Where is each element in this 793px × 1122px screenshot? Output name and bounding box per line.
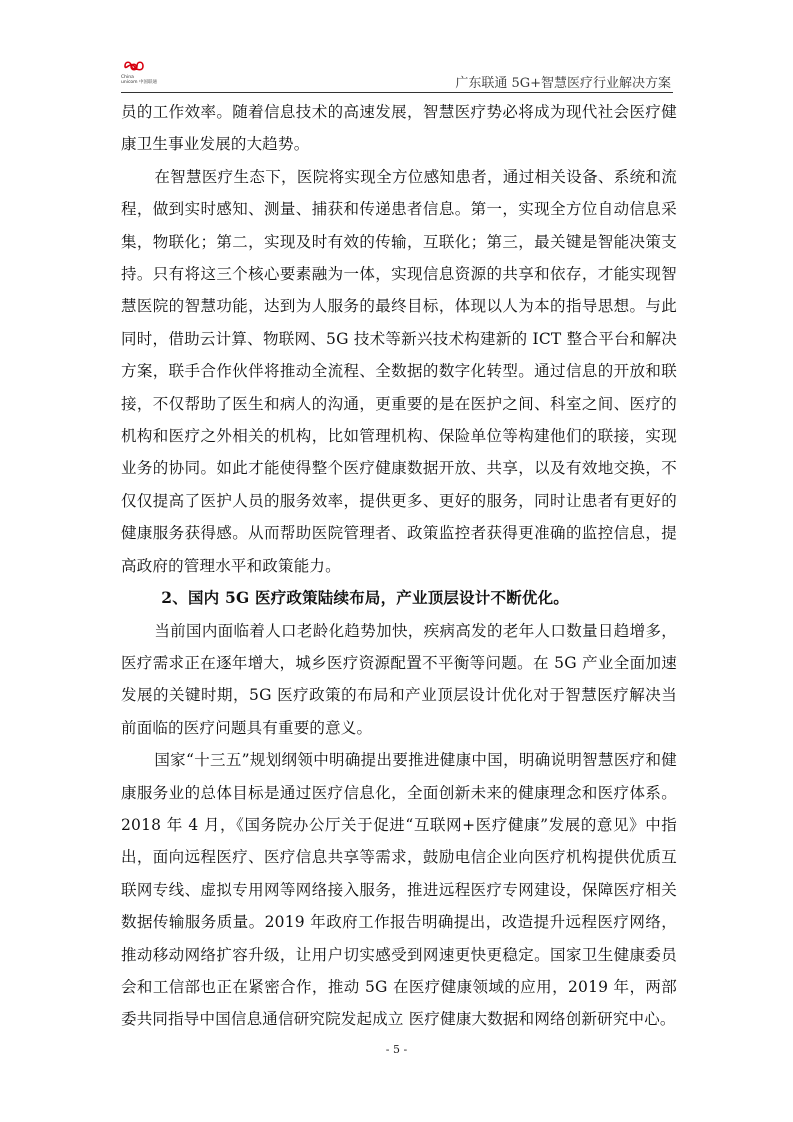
- paragraph-continuation: 员的工作效率。随着信息技术的高速发展，智慧医疗势必将成为现代社会医疗健康卫生事业发展的大趋势。: [121, 103, 677, 154]
- document-body: [121, 96, 677, 1036]
- paragraph-aging-population: 当前国内面临着人口老龄化趋势加快，疾病高发的老年人口数量日趋增多，医疗需求正在逐年增大，城乡医疗资源配置不平衡等问题。在 5G 产业全面加速发展的关键时期，5G 医疗政策的布局和产业顶层设计优化对于智慧医疗解决当前面临的医疗问题具有重要的意义。: [121, 621, 677, 737]
- logo-text: [121, 75, 157, 85]
- page-number: - 5 -: [385, 1043, 408, 1056]
- header-title: 广东联通 5G+智慧医疗行业解决方案: [455, 76, 671, 91]
- paragraph-national-policy: 国家“十三五”规划纲领中明确提出要推进健康中国，明确说明智慧医疗和健康服务业的总体目标是通过医疗信息化，全面创新未来的健康理念和医疗体系。2018 年 4 月，《国务院办公厅关于促进“互联网+医疗健康”发展的意见》中指出，面向远程医疗、医疗信息共享等需求，鼓励电信企业向医疗机构提供优质互联网专线、虚拟专用网等网络接入服务，推进远程医疗专网建设，保障医疗相关数据传输服务质量。2019 年政府工作报告明确提出，改造提升远程医疗网络，推动移动网络扩容升级，让用户切实感受到网速更快更稳定。国家卫生健康委员会和工信部也正在紧密合作，推动 5G 在医疗健康领域的应用，2019 年，两部委共同指导中国信息通信研究院发起成立 医疗健康大数据和网络创新研究中心。: [121, 751, 677, 1029]
- unicom-knot-icon: [121, 58, 147, 75]
- china-unicom-logo: [121, 58, 181, 88]
- page-header: [121, 58, 673, 93]
- paragraph-smart-healthcare: 在智慧医疗生态下，医院将实现全方位感知患者，通过相关设备、系统和流程，做到实时感知、测量、捕获和传递患者信息。第一，实现全方位自动信息采集，物联化；第二，实现及时有效的传输，互联化；第三，最关键是智能决策支持。只有将这三个核心要素融为一体，实现信息资源的共享和依存，才能实现智慧医院的智慧功能，达到为人服务的最终目标，体现以人为本的指导思想。与此同时，借助云计算、物联网、5G 技术等新兴技术构建新的 ICT 整合平台和解决方案，联手合作伙伴将推动全流程、全数据的数字化转型。通过信息的开放和联接，不仅帮助了医生和病人的沟通，更重要的是在医护之间、科室之间、医疗的机构和医疗之外相关的机构，比如管理机构、保险单位等构建他们的联接，实现业务的协同。如此才能使得整个医疗健康数据开放、共享，以及有效地交换，不仅仅提高了医护人员的服务效率，提供更多、更好的服务，同时让患者有更好的健康服务获得感。从而帮助医院管理者、政策监控者获得更准确的监控信息，提高政府的管理水平和政策能力。: [121, 167, 677, 575]
- section-heading-2: 2、国内 5G 医疗政策陆续布局，产业顶层设计不断优化。: [161, 588, 569, 608]
- logo-text-line2: unicom 中国联通: [121, 80, 157, 85]
- logo-text-line1: China: [121, 75, 134, 80]
